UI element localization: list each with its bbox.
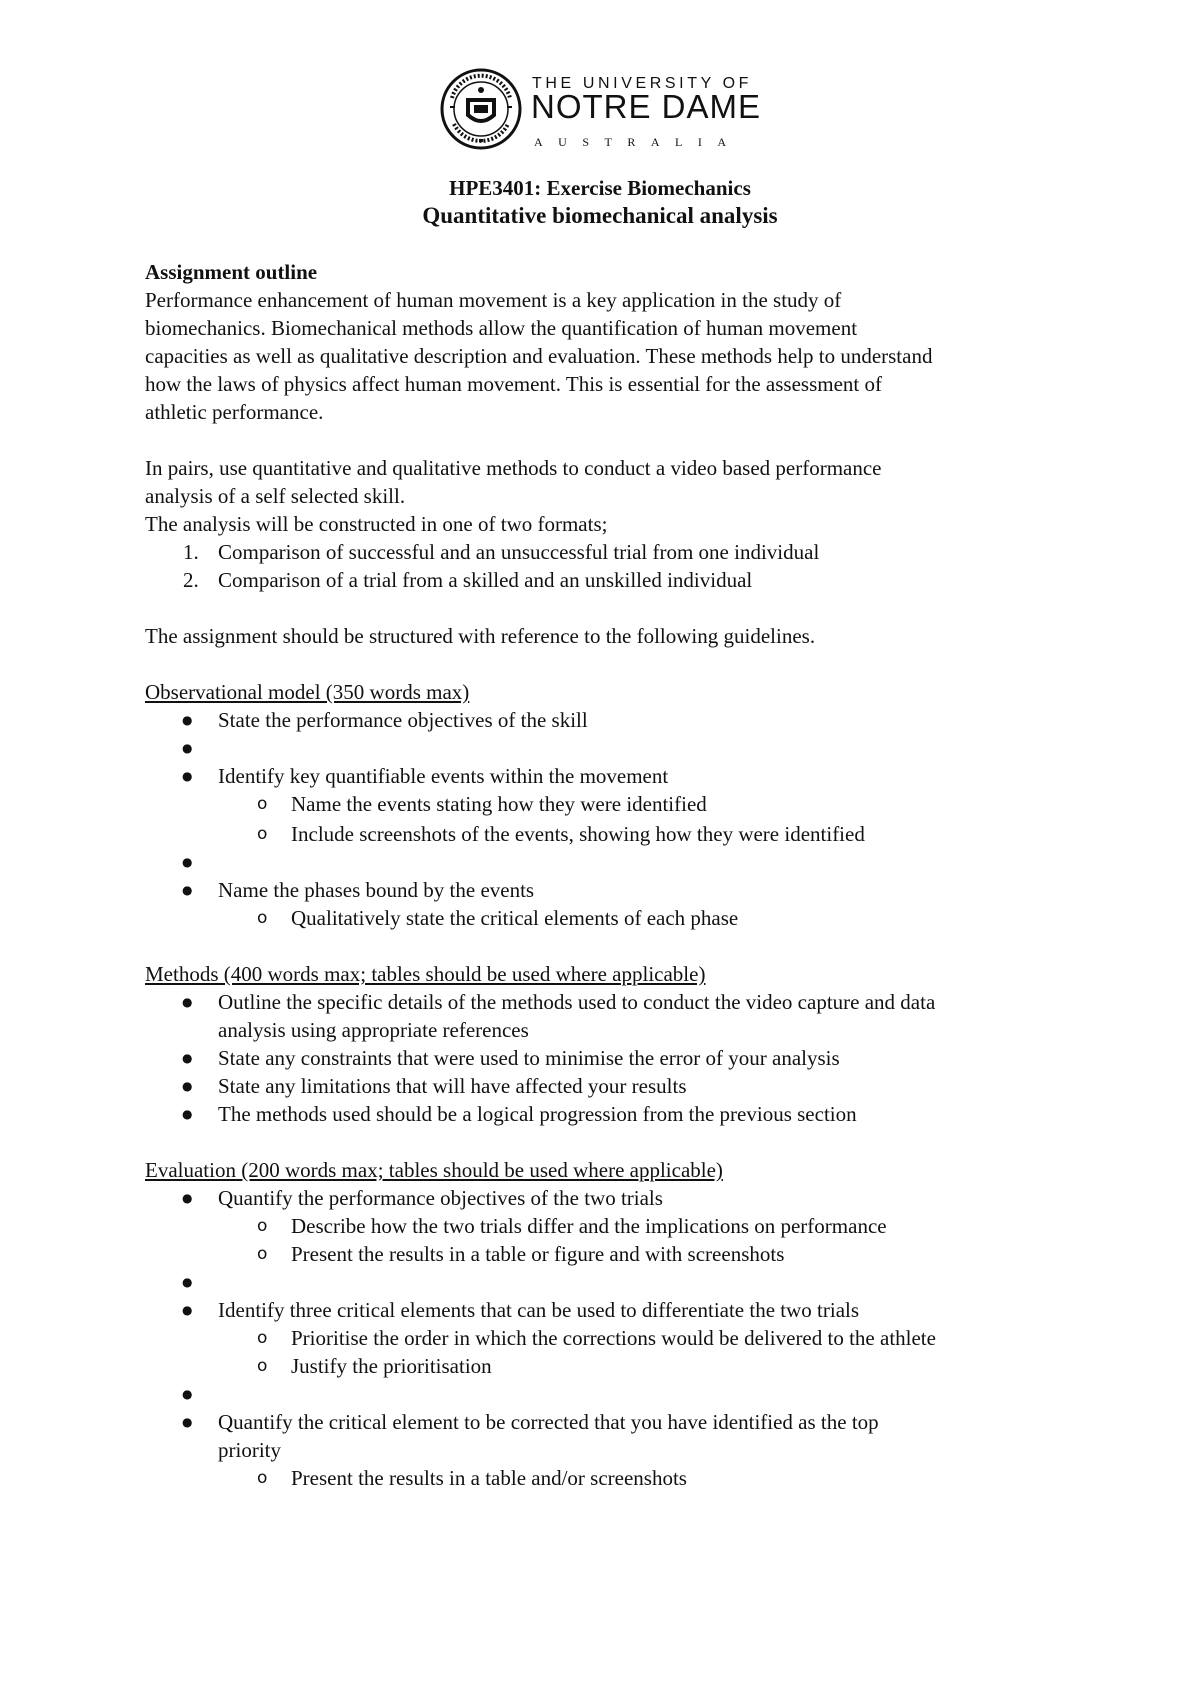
list-item: ● Quantify the critical element to be corrected that you have identified as the top priority o Present the results in a table and/or screenshots bbox=[145, 1408, 1075, 1492]
document-body bbox=[145, 258, 1075, 1492]
outline-line: Performance enhancement of human movement is a key application in the study of bbox=[145, 288, 842, 312]
list-item: 2. Comparison of a trial from a skilled and an unskilled individual bbox=[183, 568, 753, 592]
sub-list-item: o Name the events stating how they were identified bbox=[145, 790, 1075, 818]
document-title: Quantitative biomechanical analysis bbox=[422, 203, 778, 228]
list-item: ● Outline the specific details of the methods used to conduct the video capture and data analysis using appropriate references bbox=[145, 988, 1075, 1044]
list-item: ● State any limitations that will have affected your results bbox=[145, 1072, 1075, 1100]
university-seal-icon bbox=[440, 68, 522, 150]
list-item: ● Name the phases bound by the events o Qualitatively state the critical elements of each phase bbox=[145, 876, 1075, 932]
pairs-line: The analysis will be constructed in one of two formats; bbox=[145, 512, 608, 536]
university-logo bbox=[440, 66, 770, 156]
sub-list-item: o Present the results in a table or figure and with screenshots bbox=[145, 1240, 1075, 1268]
logo-australia: AUSTRALIA bbox=[534, 135, 742, 149]
observational-model-heading: Observational model (350 words max) bbox=[145, 680, 470, 704]
assignment-outline-heading: Assignment outline bbox=[145, 260, 318, 284]
observational-list bbox=[145, 706, 1075, 932]
guidelines-intro: The assignment should be structured with reference to the following guidelines. bbox=[145, 624, 816, 648]
course-code-title: HPE3401: Exercise Biomechanics bbox=[449, 176, 751, 200]
sub-list-item: o Include screenshots of the events, showing how they were identified bbox=[145, 820, 1075, 848]
outline-line: athletic performance. bbox=[145, 400, 324, 424]
sub-list-item: o Present the results in a table and/or screenshots bbox=[145, 1464, 1075, 1492]
sub-list-item: o Justify the prioritisation bbox=[145, 1352, 1075, 1380]
formats-list bbox=[145, 538, 1075, 594]
outline-line: biomechanics. Biomechanical methods allow the quantification of human movement bbox=[145, 316, 858, 340]
logo-university-of: THE UNIVERSITY OF bbox=[532, 75, 753, 92]
sub-list-item: o Prioritise the order in which the corrections would be delivered to the athlete bbox=[145, 1324, 1075, 1352]
list-item: ● State the performance objectives of the skill bbox=[145, 706, 1075, 734]
outline-line: how the laws of physics affect human movement. This is essential for the assessment of bbox=[145, 372, 882, 396]
methods-heading: Methods (400 words max; tables should be used where applicable) bbox=[145, 962, 706, 986]
list-item: ● Identify three critical elements that can be used to differentiate the two trials o Prioritise the order in which the corrections would be delivered to the athlete o Justify the prioritisation bbox=[145, 1296, 1075, 1380]
sub-list-item: o Qualitatively state the critical elements of each phase bbox=[145, 904, 1075, 932]
list-item: ● State any constraints that were used to minimise the error of your analysis bbox=[145, 1044, 1075, 1072]
evaluation-list bbox=[145, 1184, 1075, 1492]
list-item: ● The methods used should be a logical progression from the previous section bbox=[145, 1100, 1075, 1128]
methods-list bbox=[145, 988, 1075, 1128]
outline-line: capacities as well as qualitative description and evaluation. These methods help to understand bbox=[145, 344, 933, 368]
list-item: ● Quantify the performance objectives of the two trials o Describe how the two trials differ and the implications on performance o Present the results in a table or figure and with screenshots bbox=[145, 1184, 1075, 1268]
evaluation-heading: Evaluation (200 words max; tables should be used where applicable) bbox=[145, 1158, 723, 1182]
list-item: 1. Comparison of successful and an unsuccessful trial from one individual bbox=[183, 540, 820, 564]
pairs-line: analysis of a self selected skill. bbox=[145, 484, 406, 508]
sub-list-item: o Describe how the two trials differ and the implications on performance bbox=[145, 1212, 1075, 1240]
pairs-line: In pairs, use quantitative and qualitative methods to conduct a video based performance bbox=[145, 456, 882, 480]
list-item: ● Identify key quantifiable events within the movement o Name the events stating how they were identified o Include screenshots of the events, showing how they were identified bbox=[145, 762, 1075, 848]
logo-notre-dame: NOTRE DAME bbox=[531, 88, 762, 125]
